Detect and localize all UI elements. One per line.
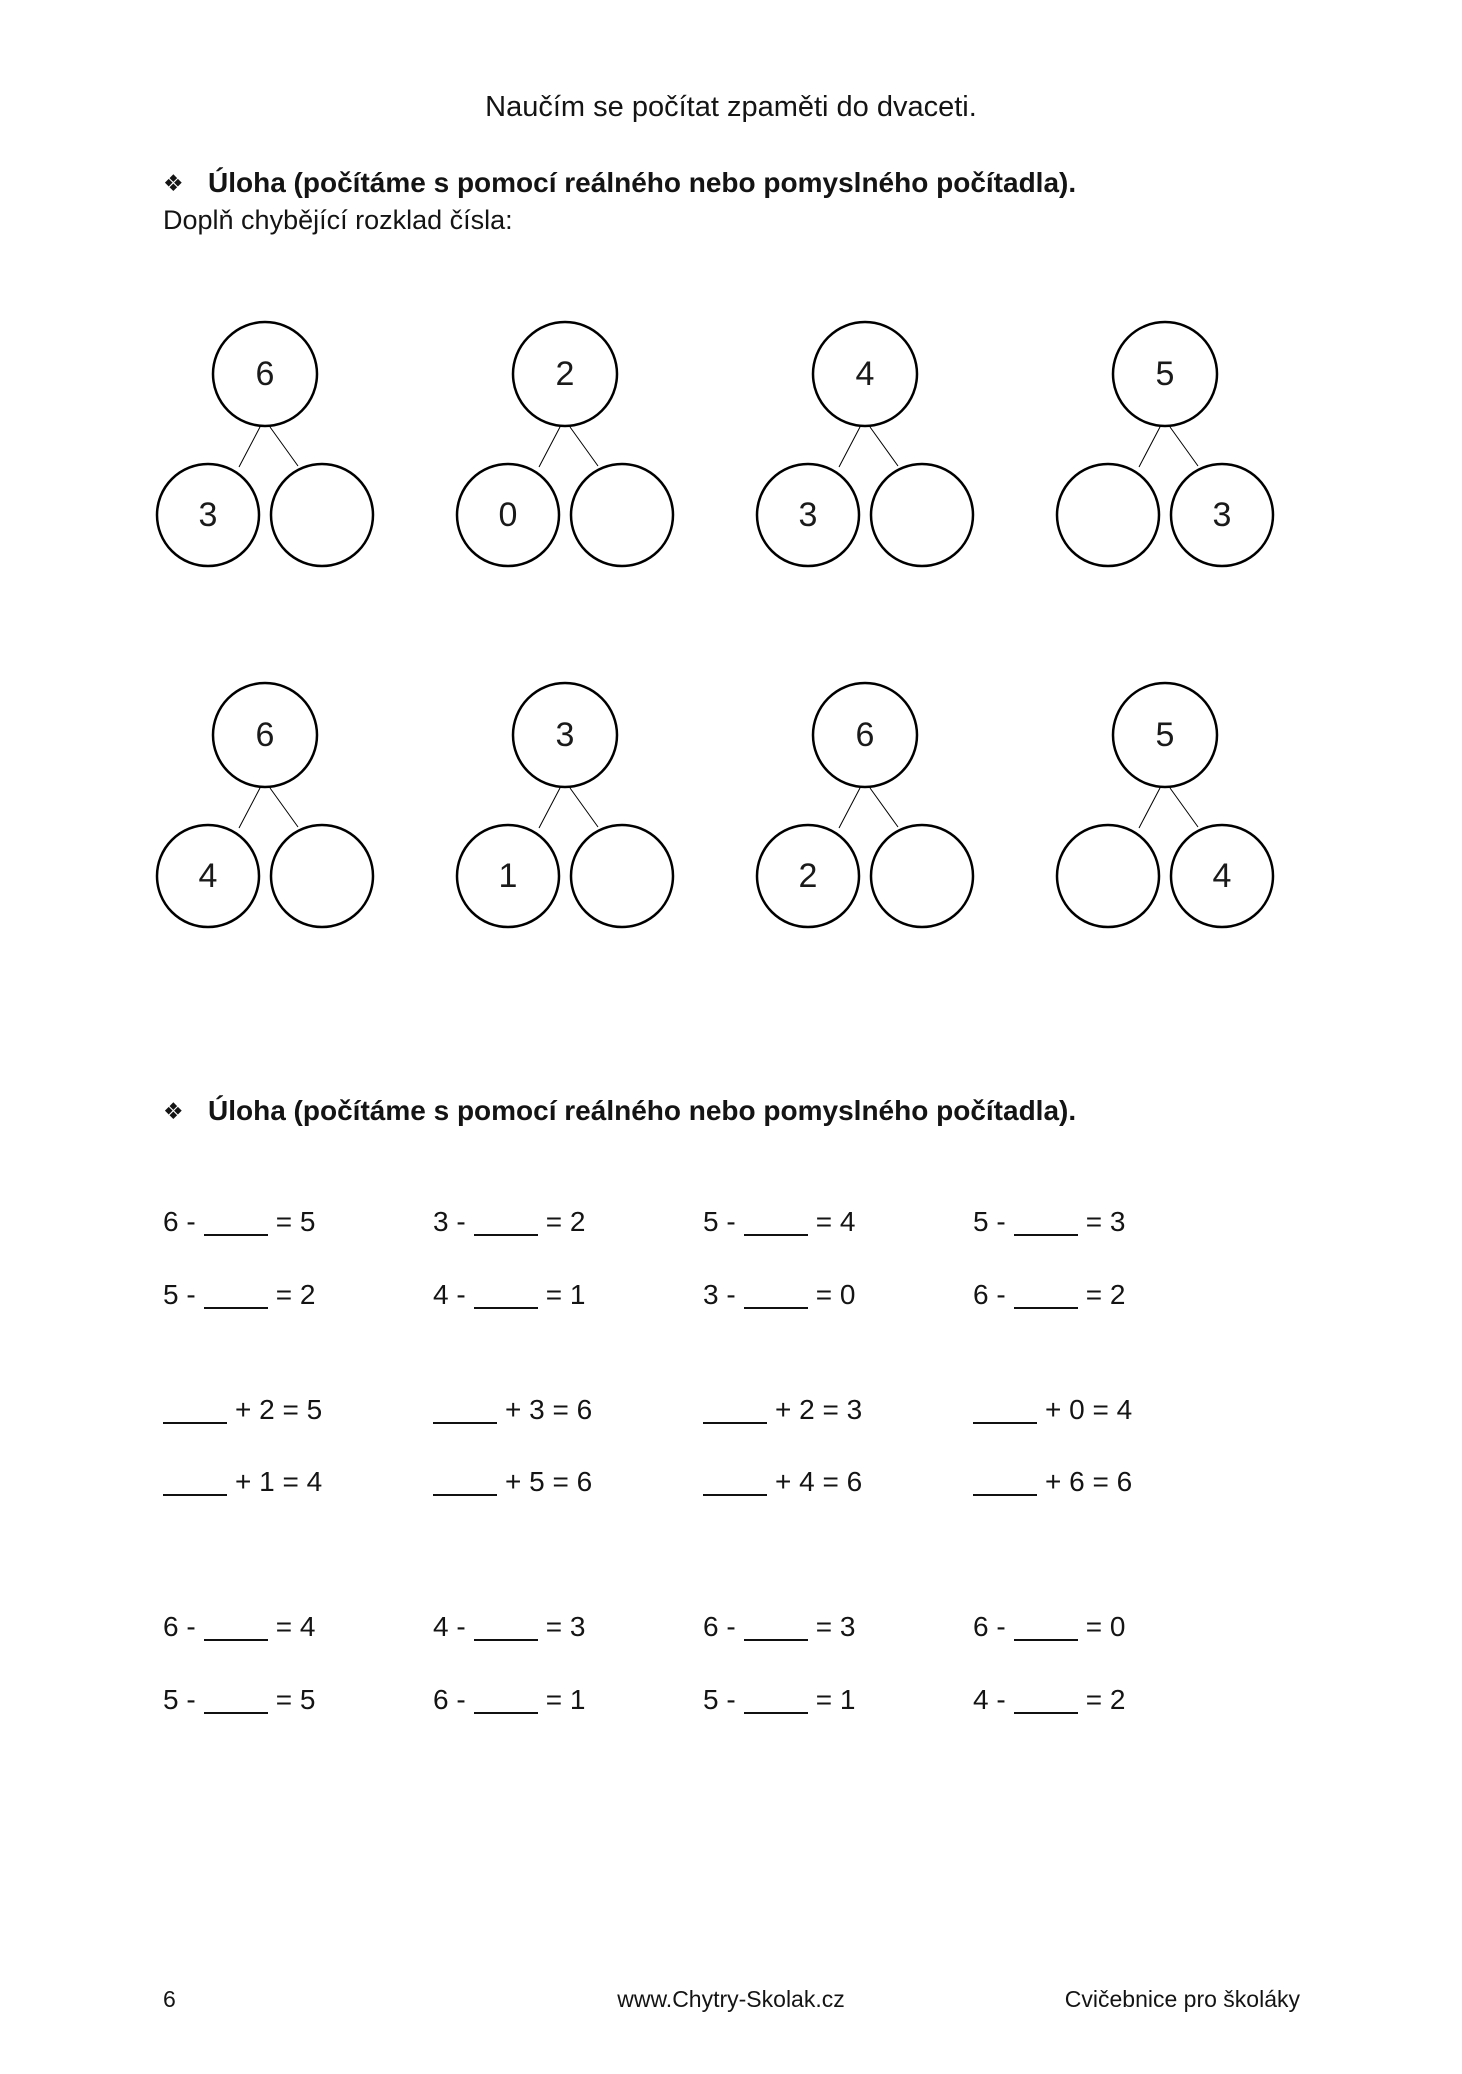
equation (433, 1463, 703, 1501)
connector-line (239, 788, 260, 828)
equation-lhs: 6 - (163, 1611, 196, 1642)
answer-blank (163, 1396, 227, 1424)
equation-lhs: 4 - (433, 1279, 466, 1310)
equation (973, 1203, 1243, 1241)
answer-blank (703, 1396, 767, 1424)
equation (973, 1276, 1243, 1314)
answer-blank (433, 1468, 497, 1496)
equation-rhs: + 6 = 6 (1045, 1466, 1133, 1497)
diamond-bullet-icon: ❖ (163, 1098, 184, 1124)
answer-blank (204, 1686, 268, 1714)
equation-lhs: 5 - (163, 1279, 196, 1310)
answer-blank (204, 1281, 268, 1309)
decomposition-diagram (715, 319, 1015, 569)
equation-rhs: = 2 (1085, 1684, 1126, 1715)
equation (703, 1681, 973, 1719)
equation-lhs: 5 - (973, 1206, 1006, 1237)
decomposition-diagram (115, 680, 415, 930)
connector-line (539, 427, 560, 467)
equation-lhs: 6 - (973, 1611, 1006, 1642)
connector-line (1170, 788, 1198, 827)
equation-group3-row2 (163, 1681, 1243, 1719)
answer-blank (474, 1208, 538, 1236)
equation-rhs: = 2 (275, 1279, 316, 1310)
equation (973, 1681, 1243, 1719)
equation-rhs: = 1 (545, 1684, 586, 1715)
decomposition-diagram (115, 319, 415, 569)
equation (703, 1391, 973, 1429)
connector-line (870, 427, 898, 466)
task1-heading (163, 166, 1076, 200)
equation (433, 1608, 703, 1646)
answer-blank (204, 1613, 268, 1641)
equation-rhs: = 0 (1085, 1611, 1126, 1642)
left-number: 3 (798, 496, 818, 534)
answer-blank (973, 1396, 1037, 1424)
equation-lhs: 6 - (703, 1611, 736, 1642)
right-circle (871, 464, 973, 566)
connector-line (270, 788, 298, 827)
task1-heading-text: Úloha (počítáme s pomocí reálného nebo pomyslného počítadla). (208, 167, 1077, 198)
task1-instruction: Doplň chybějící rozklad čísla: (163, 205, 513, 235)
answer-blank (1014, 1208, 1078, 1236)
equation (163, 1276, 433, 1314)
top-number: 4 (855, 355, 875, 393)
answer-blank (744, 1281, 808, 1309)
answer-blank (474, 1686, 538, 1714)
equation (973, 1391, 1243, 1429)
left-number: 3 (198, 496, 218, 534)
connector-line (870, 788, 898, 827)
equation-lhs: 3 - (703, 1279, 736, 1310)
diamond-bullet-icon: ❖ (163, 170, 184, 196)
equation-rhs: + 1 = 4 (235, 1466, 323, 1497)
left-number: 0 (498, 496, 518, 534)
connector-line (839, 427, 860, 467)
answer-blank (1014, 1281, 1078, 1309)
answer-blank (1014, 1686, 1078, 1714)
connector-line (570, 788, 598, 827)
answer-blank (973, 1468, 1037, 1496)
decomposition-row-2 (115, 680, 1315, 930)
equation-rhs: = 3 (815, 1611, 856, 1642)
equation-rhs: + 2 = 3 (775, 1394, 863, 1425)
equation-group2-row1 (163, 1391, 1243, 1429)
connector-line (570, 427, 598, 466)
top-number: 5 (1155, 716, 1175, 754)
answer-blank (433, 1396, 497, 1424)
top-number: 5 (1155, 355, 1175, 393)
equation-rhs: + 5 = 6 (505, 1466, 593, 1497)
equation-rhs: = 3 (545, 1611, 586, 1642)
answer-blank (163, 1468, 227, 1496)
top-number: 6 (255, 355, 275, 393)
page-number: 6 (163, 1986, 176, 2012)
right-number: 3 (1212, 496, 1232, 534)
connector-line (270, 427, 298, 466)
top-number: 3 (555, 716, 575, 754)
equation (163, 1681, 433, 1719)
equation (433, 1203, 703, 1241)
right-circle (271, 825, 373, 927)
answer-blank (703, 1468, 767, 1496)
connector-line (539, 788, 560, 828)
equation-rhs: + 3 = 6 (505, 1394, 593, 1425)
right-circle (871, 825, 973, 927)
equation-rhs: = 4 (275, 1611, 316, 1642)
answer-blank (744, 1686, 808, 1714)
equation-group2-row2 (163, 1463, 1243, 1501)
right-circle (571, 825, 673, 927)
equation-group3-row1 (163, 1608, 1243, 1646)
decomposition-diagram (1015, 680, 1315, 930)
equation-rhs: = 2 (545, 1206, 586, 1237)
left-number: 4 (198, 857, 218, 895)
right-circle (271, 464, 373, 566)
equation-rhs: = 4 (815, 1206, 856, 1237)
equation-lhs: 5 - (163, 1684, 196, 1715)
left-circle (1057, 825, 1159, 927)
right-circle (571, 464, 673, 566)
equation-rhs: = 5 (275, 1684, 316, 1715)
answer-blank (474, 1281, 538, 1309)
top-number: 6 (855, 716, 875, 754)
equation (703, 1463, 973, 1501)
equation-rhs: = 1 (815, 1684, 856, 1715)
equation (163, 1463, 433, 1501)
equation-lhs: 6 - (163, 1206, 196, 1237)
connector-line (1139, 788, 1160, 828)
decomposition-diagram (715, 680, 1015, 930)
equation-rhs: + 0 = 4 (1045, 1394, 1133, 1425)
left-circle (1057, 464, 1159, 566)
equation (973, 1608, 1243, 1646)
task2-heading (163, 1094, 1076, 1128)
top-number: 6 (255, 716, 275, 754)
page-title: Naučím se počítat zpaměti do dvaceti. (485, 91, 977, 123)
equation-rhs: = 1 (545, 1279, 586, 1310)
top-number: 2 (555, 355, 575, 393)
equation-group1-row1 (163, 1203, 1243, 1241)
left-number: 1 (498, 857, 518, 895)
equation (703, 1203, 973, 1241)
equation-rhs: = 3 (1085, 1206, 1126, 1237)
equation-rhs: + 2 = 5 (235, 1394, 323, 1425)
equation-lhs: 5 - (703, 1206, 736, 1237)
connector-line (839, 788, 860, 828)
answer-blank (204, 1208, 268, 1236)
connector-line (239, 427, 260, 467)
equation-rhs: = 5 (275, 1206, 316, 1237)
task2-heading-text: Úloha (počítáme s pomocí reálného nebo pomyslného počítadla). (208, 1095, 1077, 1126)
footer-edition: Cvičebnice pro školáky (1064, 1986, 1300, 2012)
connector-line (1139, 427, 1160, 467)
equation-lhs: 4 - (433, 1611, 466, 1642)
footer-website: www.Chytry-Skolak.cz (617, 1986, 845, 2012)
answer-blank (744, 1613, 808, 1641)
right-number: 4 (1212, 857, 1232, 895)
equation-lhs: 6 - (973, 1279, 1006, 1310)
equation-rhs: = 0 (815, 1279, 856, 1310)
decomposition-diagram (415, 319, 715, 569)
equation (163, 1203, 433, 1241)
left-number: 2 (798, 857, 818, 895)
equation-group1-row2 (163, 1276, 1243, 1314)
equation (703, 1276, 973, 1314)
decomposition-diagram (1015, 319, 1315, 569)
decomposition-row-1 (115, 319, 1315, 569)
connector-line (1170, 427, 1198, 466)
equation (163, 1608, 433, 1646)
equation (433, 1276, 703, 1314)
answer-blank (474, 1613, 538, 1641)
equation-rhs: = 2 (1085, 1279, 1126, 1310)
equation (973, 1463, 1243, 1501)
answer-blank (1014, 1613, 1078, 1641)
equation-lhs: 4 - (973, 1684, 1006, 1715)
equation (433, 1391, 703, 1429)
equation-lhs: 5 - (703, 1684, 736, 1715)
answer-blank (744, 1208, 808, 1236)
equation (433, 1681, 703, 1719)
decomposition-diagram (415, 680, 715, 930)
equation (703, 1608, 973, 1646)
equation (163, 1391, 433, 1429)
equation-lhs: 6 - (433, 1684, 466, 1715)
equation-rhs: + 4 = 6 (775, 1466, 863, 1497)
equation-lhs: 3 - (433, 1206, 466, 1237)
